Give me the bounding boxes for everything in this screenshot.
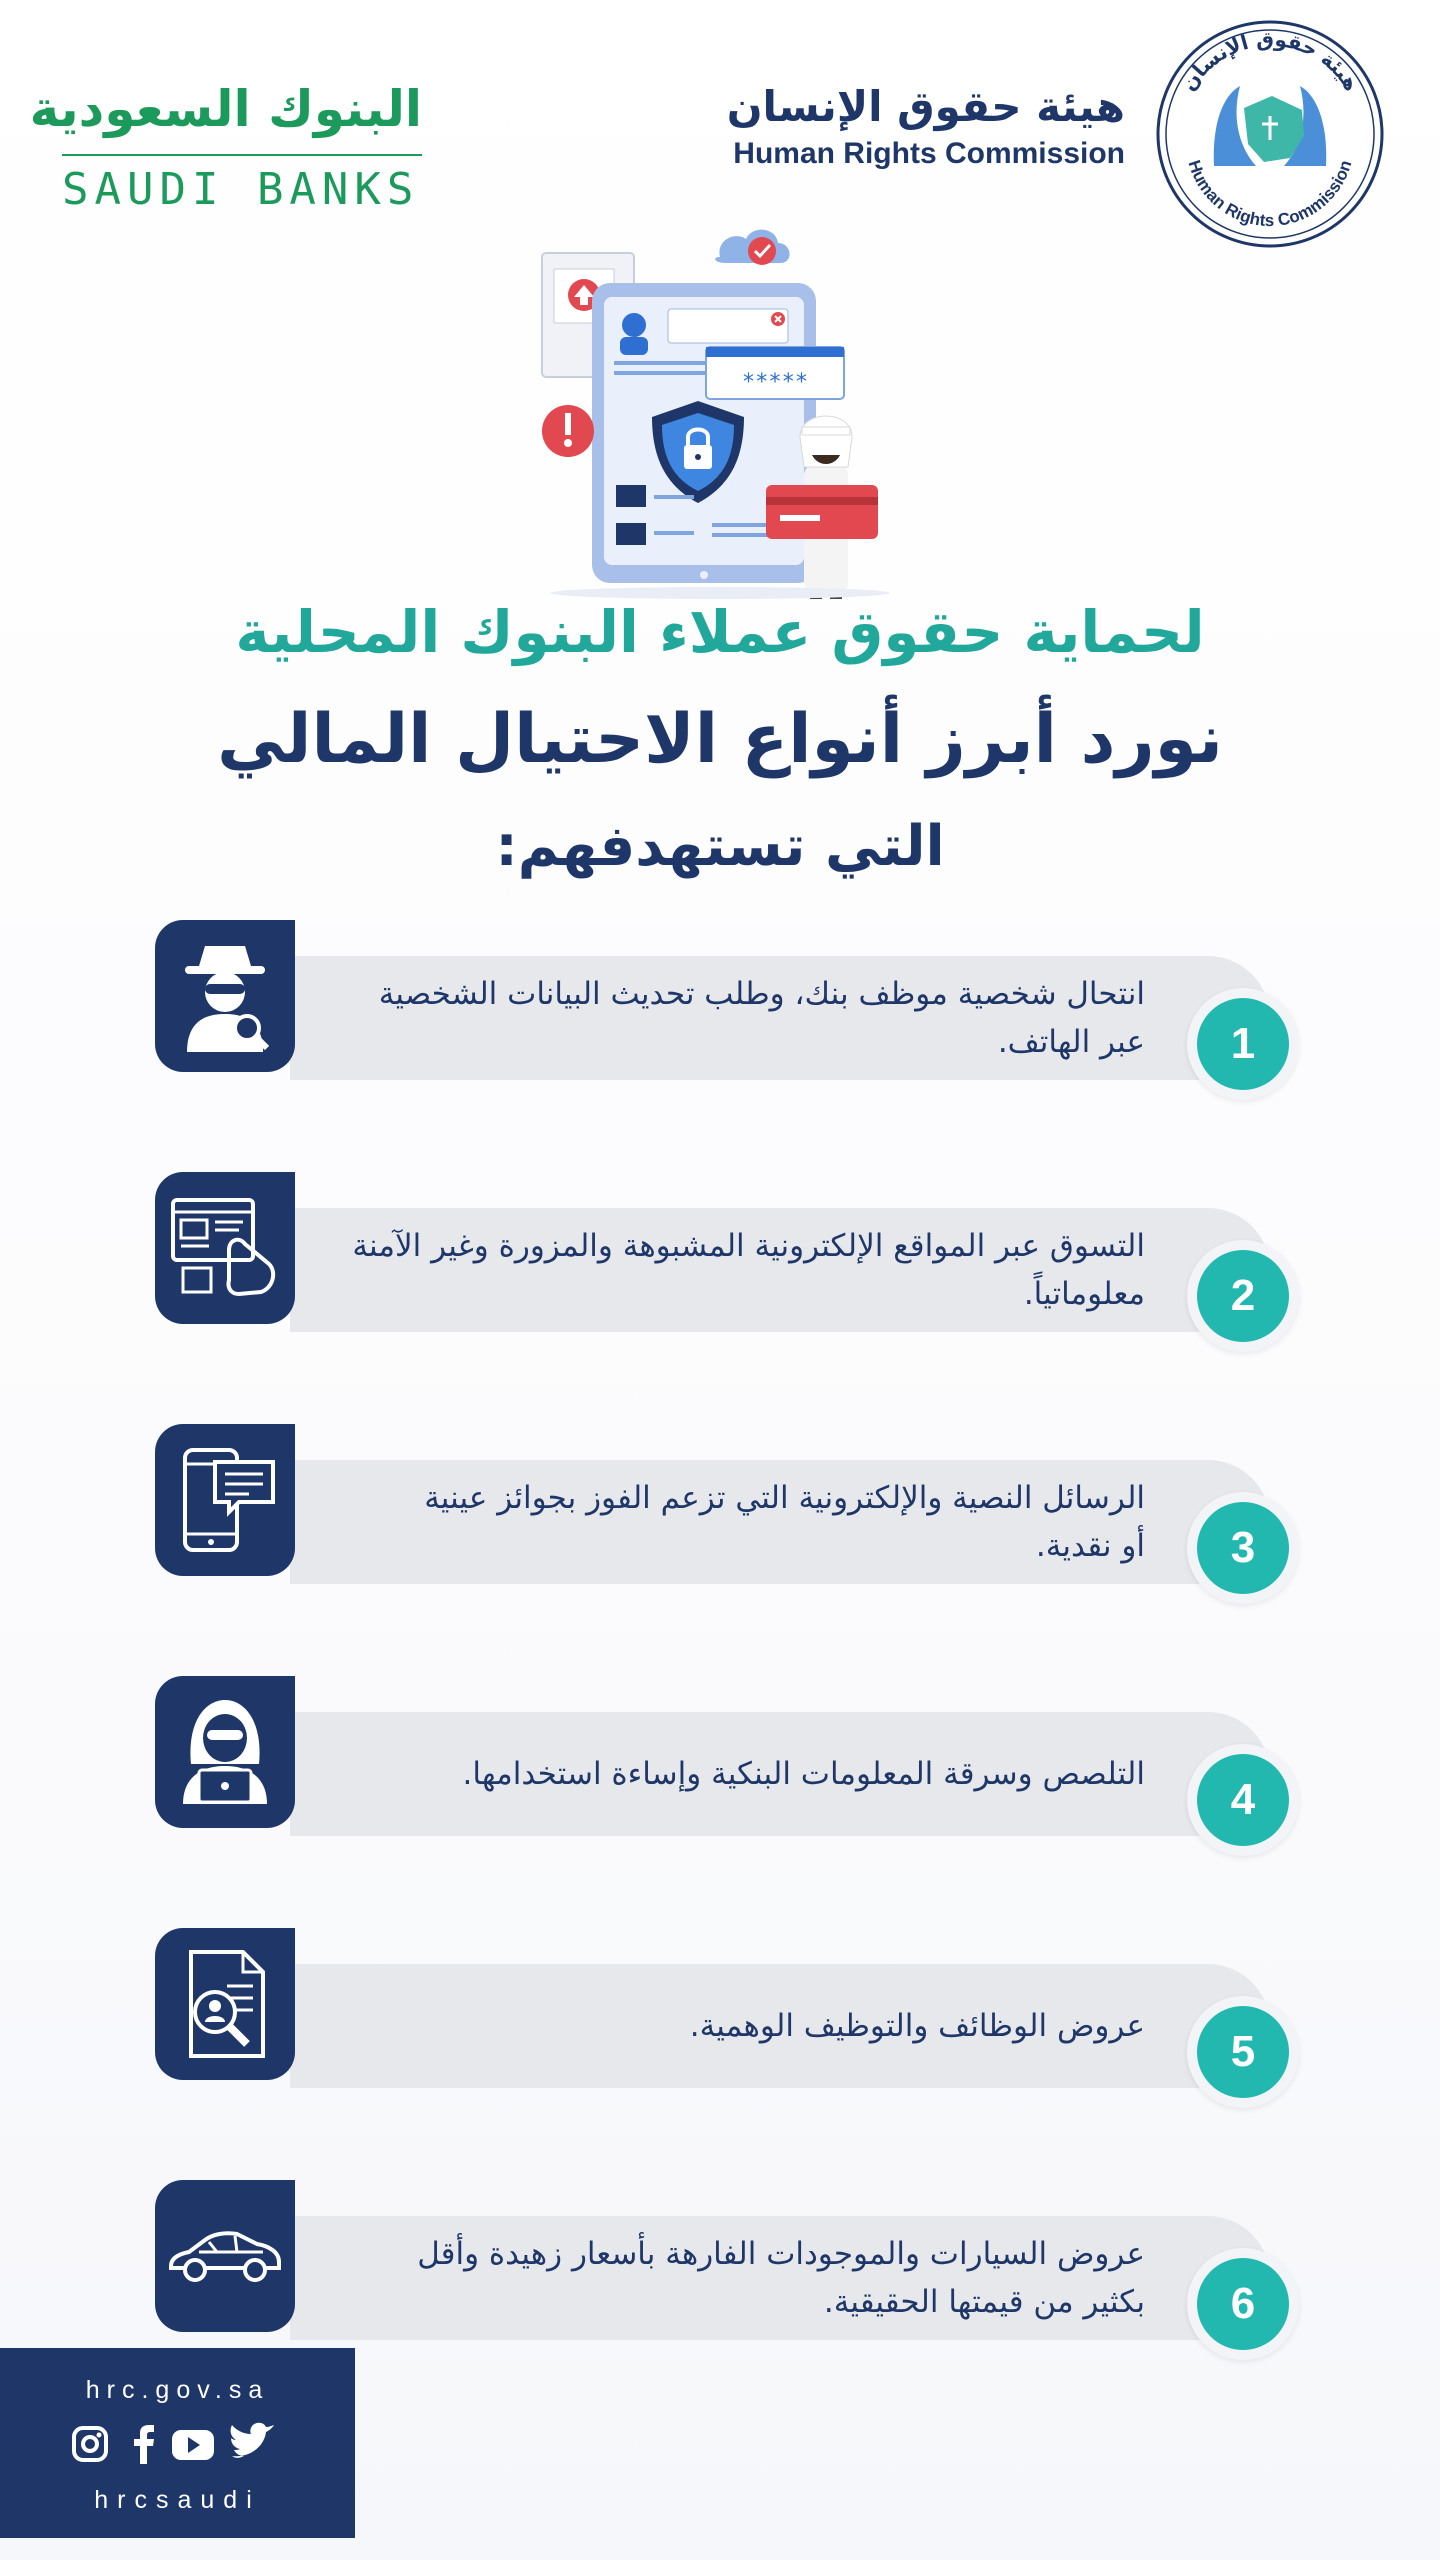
item-number: 1 — [1197, 998, 1289, 1090]
hrc-name-english: Human Rights Commission — [733, 137, 1125, 170]
item-number: 3 — [1197, 1502, 1289, 1594]
job-document-icon — [169, 1944, 281, 2064]
hrc-wordmark — [705, 82, 1125, 171]
item-text — [345, 1750, 1145, 1798]
item-line-1: التسوق عبر المواقع الإلكترونية المشبوهة والمزورة وغير الآمنة — [352, 1228, 1145, 1264]
saudi-banks-english: SAUDI BANKS — [62, 164, 420, 215]
item-text — [345, 1222, 1145, 1318]
item-number-ring — [1187, 1744, 1299, 1856]
icon-box — [155, 920, 295, 1072]
item-text — [345, 2230, 1145, 2326]
fraud-item-2 — [155, 1172, 1305, 1352]
icon-box — [155, 1172, 295, 1324]
item-line-2: عبر الهاتف. — [997, 1024, 1145, 1060]
item-line-1: عروض السيارات والموجودات الفارهة بأسعار زهيدة وأقل — [417, 2236, 1145, 2272]
item-text — [345, 970, 1145, 1066]
saudi-banks-rule — [62, 154, 422, 156]
icon-box — [155, 1928, 295, 2080]
twitter-icon[interactable] — [231, 2423, 274, 2458]
hrc-seal-logo — [1152, 16, 1388, 252]
spy-icon — [169, 936, 281, 1056]
item-number: 4 — [1197, 1754, 1289, 1846]
item-text — [345, 1474, 1145, 1570]
item-number: 5 — [1197, 2006, 1289, 2098]
social-icons — [68, 2420, 308, 2470]
footer-panel — [0, 2348, 355, 2538]
item-line-1: انتحال شخصية موظف بنك، وطلب تحديث البيانات الشخصية — [378, 976, 1145, 1012]
saudi-banks-logo — [29, 80, 422, 215]
icon-box — [155, 2180, 295, 2332]
website-link[interactable]: hrc.gov.sa — [85, 2376, 270, 2404]
youtube-icon[interactable] — [172, 2430, 214, 2460]
item-number: 2 — [1197, 1250, 1289, 1342]
icon-box — [155, 1676, 295, 1828]
item-line-1: الرسائل النصية والإلكترونية التي تزعم الفوز بجوائز عينية — [424, 1480, 1145, 1516]
fraud-item-5 — [155, 1928, 1305, 2108]
fraud-item-4 — [155, 1676, 1305, 1856]
item-line-2: معلوماتياً. — [1023, 1276, 1145, 1312]
seal-arabic-text: هيئة حقوق الإنسان — [1176, 26, 1364, 96]
item-text — [345, 2002, 1145, 2050]
item-number-ring — [1187, 1492, 1299, 1604]
hrc-name-arabic: هيئة حقوق الإنسان — [726, 82, 1125, 131]
item-line-1: التلصص وسرقة المعلومات البنكية وإساءة استخدامها. — [462, 1756, 1145, 1792]
phone-message-icon — [169, 1440, 281, 1560]
saudi-banks-arabic: البنوك السعودية — [29, 80, 422, 138]
fraud-item-1 — [155, 920, 1305, 1100]
item-line-2: بكثير من قيمتها الحقيقية. — [823, 2284, 1145, 2320]
icon-box — [155, 1424, 295, 1576]
facebook-icon[interactable] — [134, 2425, 154, 2464]
item-line-1: عروض الوظائف والتوظيف الوهمية. — [689, 2008, 1145, 2044]
car-icon — [169, 2196, 281, 2316]
item-number-ring — [1187, 1240, 1299, 1352]
item-number: 6 — [1197, 2258, 1289, 2350]
item-number-ring — [1187, 2248, 1299, 2360]
fraud-item-3 — [155, 1424, 1305, 1604]
item-number-ring — [1187, 988, 1299, 1100]
item-number-ring — [1187, 1996, 1299, 2108]
fraud-item-6 — [155, 2180, 1305, 2360]
heading-targeting: التي تستهدفهم: — [495, 814, 945, 879]
heading-protect-customers: لحماية حقوق عملاء البنوك المحلية — [235, 598, 1205, 666]
item-line-2: أو نقدية. — [1035, 1528, 1145, 1564]
password-mask: ***** — [741, 370, 809, 395]
hacker-icon — [169, 1692, 281, 1812]
online-shopping-icon — [169, 1188, 281, 1308]
instagram-icon[interactable] — [74, 2428, 106, 2460]
seal-english-text: Human Rights Commission — [1184, 157, 1356, 231]
social-handle[interactable]: hrcsaudi — [94, 2486, 261, 2514]
hero-illustration — [530, 205, 910, 605]
heading-fraud-types: نورد أبرز أنواع الاحتيال المالي — [217, 700, 1223, 779]
